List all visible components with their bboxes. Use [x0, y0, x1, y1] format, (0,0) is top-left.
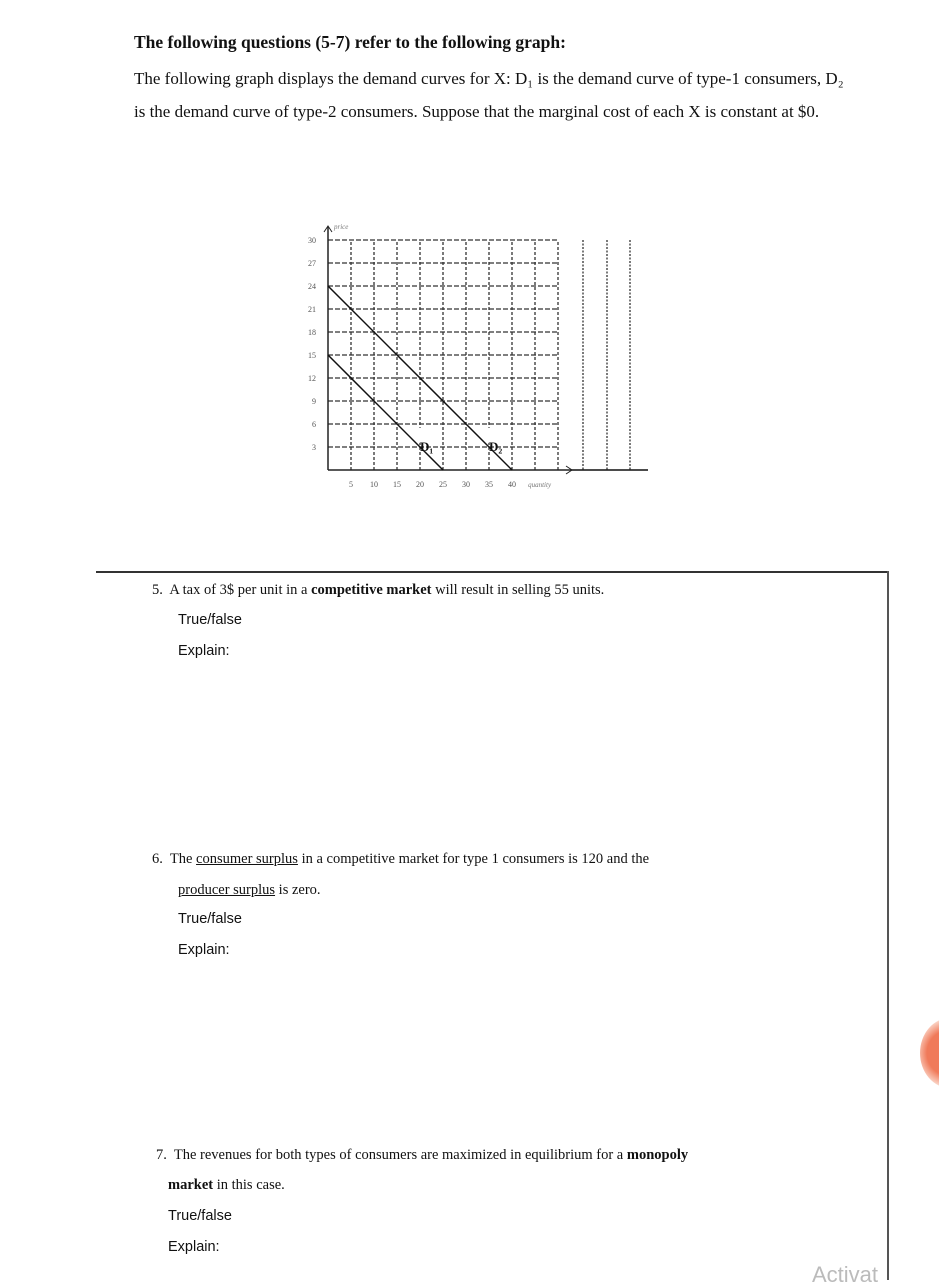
x-tick-label: 20: [416, 480, 424, 489]
x-tick-label: 30: [462, 480, 470, 489]
y-tick-label: 27: [308, 259, 316, 268]
question-5: 5. A tax of 3$ per unit in a competitive market will result in selling 55 units.: [152, 582, 605, 598]
x-tick-label: 5: [349, 480, 353, 489]
q5-explain: Explain:: [178, 643, 230, 659]
y-tick-label: 9: [312, 397, 316, 406]
q5-true-false: True/false: [178, 612, 242, 628]
section-heading: The following questions (5-7) refer to the following graph:: [134, 32, 566, 52]
q6-explain: Explain:: [178, 942, 230, 958]
y-tick-label: 3: [312, 443, 316, 452]
intro-paragraph: The following graph displays the demand curves for X: D₁ is the demand curve of type-1 consumers, D₂ is the demand curve of type-2 consumers. Suppose that the marginal cost of each X is constant at $0.: [134, 69, 844, 121]
curve-label-D2: D₂: [489, 439, 503, 454]
floating-assistant-button[interactable]: [920, 1018, 939, 1088]
y-tick-label: 12: [308, 374, 316, 383]
y-tick-label: 6: [312, 420, 316, 429]
x-tick-label: 35: [485, 480, 493, 489]
divider: [96, 571, 889, 573]
x-tick-label: 10: [370, 480, 378, 489]
y-tick-label: 21: [308, 305, 316, 314]
q7-explain: Explain:: [168, 1239, 220, 1255]
x-tick-label: 25: [439, 480, 447, 489]
x-tick-label: 15: [393, 480, 401, 489]
demand-graph: [290, 215, 660, 495]
question-7: 7. The revenues for both types of consumers are maximized in equilibrium for a monopoly: [156, 1147, 689, 1163]
question-6: 6. The consumer surplus in a competitive market for type 1 consumers is 120 and the: [152, 851, 650, 867]
q7-true-false: True/false: [168, 1208, 232, 1224]
q6-true-false: True/false: [178, 911, 242, 927]
x-axis-label: quantity: [528, 481, 552, 489]
divider-vertical: [887, 571, 889, 1280]
y-tick-label: 15: [308, 351, 316, 360]
y-tick-label: 18: [308, 328, 316, 337]
y-tick-label: 24: [308, 282, 316, 291]
x-tick-label: 40: [508, 480, 516, 489]
curve-label-D1: D₁: [420, 439, 434, 454]
question-6-cont: producer surplus is zero.: [178, 882, 321, 898]
y-tick-label: 30: [308, 236, 316, 245]
activation-watermark: Activat: [812, 1262, 879, 1287]
question-7-cont: market in this case.: [168, 1177, 285, 1193]
y-axis-label: price: [334, 223, 349, 231]
